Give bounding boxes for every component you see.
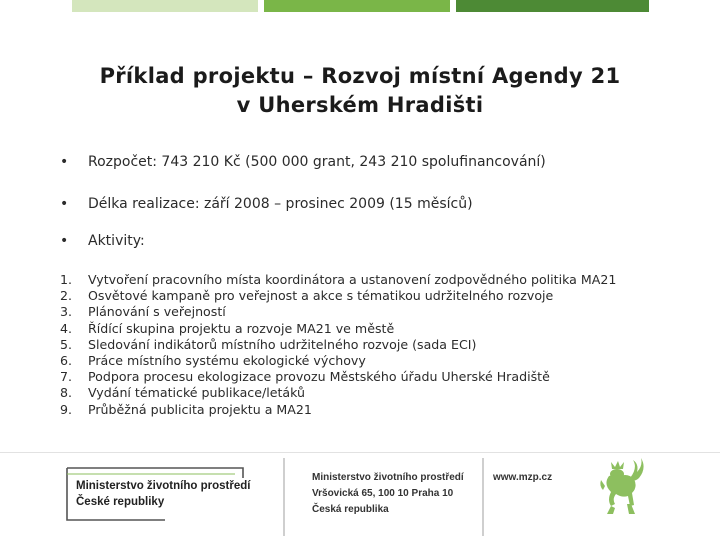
list-item <box>60 385 660 401</box>
list-item <box>60 321 660 337</box>
list-item <box>60 402 660 418</box>
bullet-dot: • <box>60 154 69 170</box>
list-number: 9. <box>60 401 73 417</box>
list-item <box>60 337 660 353</box>
bullet-text: Délka realizace: září 2008 – prosinec 2009 (15 měsíců) <box>88 196 473 212</box>
list-number: 1. <box>60 272 73 287</box>
czech-lion-icon <box>597 456 645 522</box>
footer-address <box>312 470 464 518</box>
address-line-2: Vršovická 65, 100 10 Praha 10 <box>312 488 454 499</box>
list-number: 7. <box>60 369 73 385</box>
list-item <box>60 304 660 320</box>
bullet-dot: • <box>60 196 69 212</box>
title-line-1: Příklad projektu – Rozvoj místní Agendy 21 <box>99 64 621 88</box>
list-item <box>60 369 660 385</box>
mzp-logo-icon <box>65 462 251 522</box>
list-text: Průběžná publicita projektu a MA21 <box>88 401 312 417</box>
address-line-1: Ministerstvo životního prostředí <box>312 472 464 483</box>
list-text: Práce místního systému ekologické výchovy <box>88 353 366 369</box>
list-number: 2. <box>60 288 73 304</box>
top-bar-dark <box>456 0 649 12</box>
list-text: Řídící skupina projektu a rozvoje MA21 ve městě <box>88 320 395 336</box>
list-item <box>60 272 660 288</box>
logo-line-2: České republiky <box>76 496 165 508</box>
top-bar-light <box>72 0 258 12</box>
title-line-2: v Uherském Hradišti <box>236 93 484 117</box>
footer-website: www.mzp.cz <box>493 472 553 483</box>
address-line-3: Česká republika <box>312 504 389 515</box>
list-number: 3. <box>60 304 73 320</box>
list-item <box>60 353 660 369</box>
logo-line-1: Ministerstvo životního prostředí <box>76 480 251 492</box>
logo-text <box>76 478 250 510</box>
bullet-dot: • <box>60 233 69 249</box>
slide-title <box>0 62 720 120</box>
list-number: 8. <box>60 385 73 401</box>
top-bar-mid <box>264 0 450 12</box>
footer-divider <box>0 452 720 453</box>
lion-emblem-icon <box>597 456 645 522</box>
list-text: Vydání tématické publikace/letáků <box>88 385 306 401</box>
list-text: Vytvoření pracovního místa koordinátora a ustanovení zodpovědného politika MA21 <box>88 272 617 287</box>
bullet-text: Aktivity: <box>88 233 145 249</box>
list-text: Podpora procesu ekologizace provozu Městského úřadu Uherské Hradiště <box>88 369 550 385</box>
list-number: 6. <box>60 353 73 369</box>
list-item <box>60 288 660 304</box>
list-text: Sledování indikátorů místního udržitelného rozvoje (sada ECI) <box>88 336 477 352</box>
footer-separator <box>482 458 484 536</box>
footer-separator <box>283 458 285 536</box>
bullet-text: Rozpočet: 743 210 Kč (500 000 grant, 243 210 spolufinancování) <box>88 154 546 170</box>
list-text: Osvětové kampaně pro veřejnost a akce s tématikou udržitelného rozvoje <box>88 288 554 304</box>
list-number: 4. <box>60 320 73 336</box>
list-number: 5. <box>60 336 73 352</box>
activities-list <box>60 272 660 418</box>
list-text: Plánování s veřejností <box>88 304 226 320</box>
